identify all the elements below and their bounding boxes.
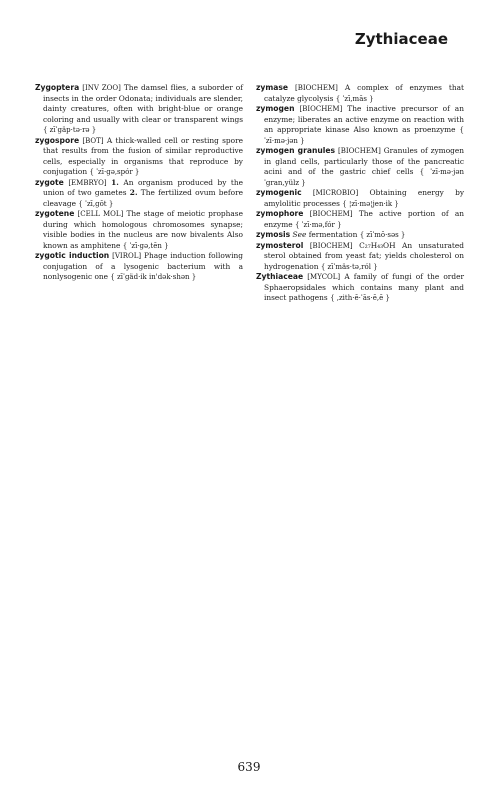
entry-definition: The active portion of an enzyme [264, 209, 464, 229]
entry-definition: Phage induction following conjugation of a lysogenic bacterium with a nonlysogenic one [43, 251, 243, 281]
cross-reference: fermentation [308, 230, 358, 239]
entry-zygotene [35, 209, 243, 251]
entry-zymosis [256, 230, 464, 241]
entry-zygote [35, 178, 243, 210]
entry-term: zygotene [35, 209, 75, 218]
entry-definition: The damsel flies, a suborder of insects in the order Odonata; individuals are slender, dainty creatures, often with bright-blue or orange coloring and usually with clear or transparent wings [43, 83, 243, 124]
entry-zymogenic [256, 188, 464, 209]
pronunciation: { ˈzī·mə·jən } [264, 126, 464, 145]
entry-zymophore [256, 209, 464, 230]
running-header: Zythiaceae [354, 30, 448, 48]
field-label: [BIOCHEM] [309, 210, 353, 218]
entry-term: zymophore [256, 209, 304, 218]
field-label: [BOT] [82, 136, 104, 145]
chemical-formula: C₂₇H₄₃OH [359, 240, 396, 250]
pronunciation: { ˈzī·gə,spór } [89, 168, 140, 176]
entry-term: zygotic induction [35, 251, 110, 260]
entry-definition: The stage of meiotic prophase during which homologous chromosomes synapse; visible bodies in the nucleus are now bivalents Also known as amphitene [43, 209, 243, 250]
field-label: [MICROBIO] [312, 189, 359, 197]
entry-definition: A thick-walled cell or resting spore that results from the fusion of similar reproductive cells, especially in organisms that reproduce by conjugation [43, 135, 243, 176]
field-label: [BIOCHEM] [295, 84, 338, 92]
field-label: [BIOCHEM] [337, 147, 381, 155]
entry-term: zymogenic [256, 188, 302, 197]
entry-definition: The fertilized ovum before cleavage [43, 188, 243, 208]
entry-term: zymogen granules [256, 146, 336, 155]
entry-term: zymosterol [256, 240, 304, 250]
right-column [256, 83, 464, 304]
entry-term: zygospore [35, 135, 80, 145]
entry-term: Zythiaceae [256, 272, 304, 281]
left-column [35, 83, 243, 283]
pronunciation: { zīˈgäd·ik in'dək·shən } [110, 273, 197, 281]
field-label: [BIOCHEM] [299, 105, 343, 113]
entry-term: zymase [256, 83, 289, 92]
entry-definition: An unsaturated sterol obtained from yeast fat; yields cholesterol on hydrogenation [264, 240, 464, 271]
entry-definition: Granules of zymogen in gland cells, particularly those of the pancreatic acini and of the gastric chief cells [264, 146, 465, 176]
pronunciation: { ¦zī·mə¦jen·ik } [342, 199, 399, 208]
entry-zygospore [35, 136, 243, 178]
pronunciation: { zīˈmō·səs } [359, 231, 406, 239]
field-label: [EMBRYO] [68, 178, 107, 187]
entry-definition: The inactive precursor of an enzyme; liberates an active enzyme on reaction with an appropriate kinase Also known as proenzyme [264, 104, 464, 134]
entry-zymosterol [256, 241, 464, 273]
entry-term: zygote [35, 177, 64, 187]
field-label: [INV ZOO] [82, 84, 121, 92]
entry-term: zymogen [256, 104, 295, 113]
pronunciation: { ˈzī·gə,tēn } [122, 241, 169, 250]
entry-definition: Obtaining energy by amylolitic processes [264, 188, 465, 208]
pronunciation: { zīˈmäs·tə,ról } [320, 262, 378, 271]
pronunciation: { ˈzī·mə·jən ˈgran,yülz } [264, 168, 464, 187]
field-label: [CELL MOL] [77, 210, 124, 218]
entry-zythiaceae [256, 272, 464, 304]
entry-zygoptera [35, 83, 243, 136]
sense-number: 2. [129, 188, 138, 197]
entry-definition: An organism produced by the union of two gametes [43, 177, 244, 197]
field-label: [MYCOL] [307, 273, 341, 281]
pronunciation: { ˈzī,mās } [335, 94, 374, 103]
entry-zymogen-granules [256, 146, 464, 188]
pronunciation: { zīˈgäp·tə·rə } [43, 126, 97, 134]
entry-zymase [256, 83, 464, 104]
entry-zymogen [256, 104, 464, 146]
entry-term: zymosis [256, 230, 291, 239]
pronunciation: { ,zith·ē·ˈās·ē,ē } [330, 294, 390, 302]
page-number: 639 [237, 760, 261, 774]
field-label: [BIOCHEM] [309, 241, 353, 250]
entry-definition: A family of fungi of the order Sphaeropsidales which contains many plant and insect pathogens [264, 272, 464, 302]
entry-definition: A complex of enzymes that catalyze glycolysis [264, 83, 464, 103]
see-label: See [292, 230, 307, 239]
pronunciation: { ˈzī,gōt } [78, 199, 114, 208]
entry-term: Zygoptera [35, 83, 80, 92]
pronunciation: { ˈzī·mə,fór } [294, 220, 342, 229]
field-label: [VIROL] [112, 252, 142, 260]
entry-zygotic-induction [35, 251, 243, 283]
sense-number: 1. [111, 177, 119, 187]
